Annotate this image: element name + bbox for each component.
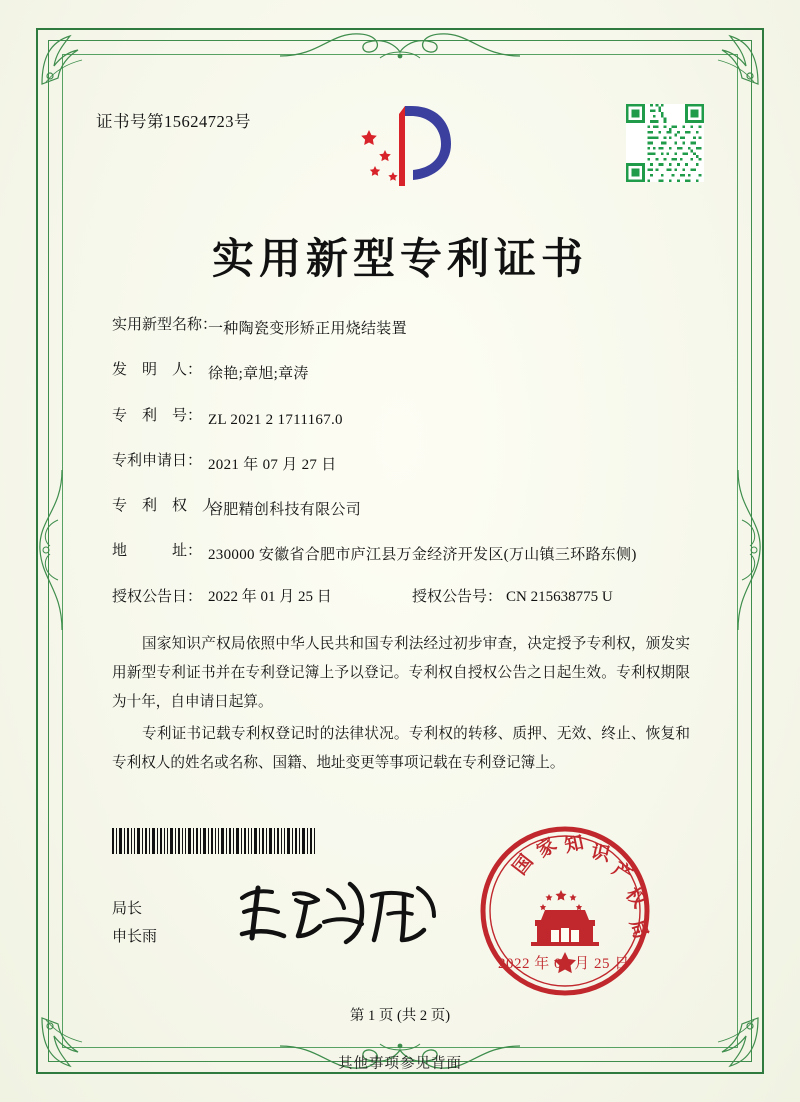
field-value: ZL 2021 2 1711167.0 [208,411,343,428]
paragraph: 专利证书记载专利权登记时的法律状况。专利权的转移、质押、无效、终止、恢复和专利权人的姓名或名称、国籍、地址变更等事项记载在专利登记簿上。 [112,725,690,771]
field-patent-number [112,409,692,432]
field-value: 230000 安徽省合肥市庐江县万金经济开发区(万山镇三环路东侧) [208,547,637,564]
field-label: 授权公告日： [112,588,203,605]
field-value: 2022 年 01 月 25 日 [208,588,332,605]
field-label: 专 利 权 人： [112,498,233,514]
side-flourish-icon [732,460,772,640]
field-value: 徐艳;章旭;章涛 [208,366,309,383]
director-title-label: 局长 [112,901,143,917]
side-flourish-icon [28,460,68,640]
handwritten-signature-icon [232,878,442,950]
page-title: 实用新型专利证书 [211,234,588,283]
svg-text:知: 知 [562,831,586,857]
certificate-number: 证书号第15624723号 [96,112,251,131]
field-list [112,318,692,625]
svg-text:家: 家 [532,833,561,863]
field-value: 一种陶瓷变形矫正用烧结装置 [208,321,407,337]
field-patentee [112,499,692,522]
corner-ornament-icon [40,32,94,86]
paragraph: 国家知识产权局依照中华人民共和国专利法经过初步审查，决定授予专利权，颁发实用新型专利证书并在专利登记簿上予以登记。专利权自授权公告之日起生效。专利权期限为十年，自申请日起算。 [112,636,690,711]
field-value: CN 215638775 U [506,588,613,605]
field-label: 地 址： [112,543,203,560]
field-utility-model-name [112,318,692,341]
svg-text:国: 国 [508,850,538,880]
field-grant-number [412,590,613,605]
svg-text:权: 权 [621,883,651,913]
field-value: 合肥精创科技有限公司 [208,502,362,518]
top-flourish-icon [270,22,530,62]
qr-code-icon [626,104,704,182]
signature-labels [112,896,157,952]
footer-note: 其他事项参见背面 [338,1056,462,1072]
barcode-icon [112,828,317,854]
svg-text:产: 产 [608,857,637,887]
field-label: 发 明 人： [112,362,203,379]
field-application-date [112,454,692,477]
field-value: 2021 年 07 月 27 日 [208,456,337,473]
field-inventors [112,363,692,386]
field-publication-row [112,590,692,605]
seal-date: 2022 年 01 月 25 日 [498,956,630,972]
legal-text-block [112,630,690,780]
field-address [112,544,692,567]
field-label: 授权公告号： [412,588,503,605]
field-grant-date [112,590,412,605]
field-label: 实用新型名称： [112,317,218,333]
director-name-label: 申长雨 [112,928,158,945]
field-label: 专利申请日： [112,452,203,469]
corner-ornament-icon [706,32,760,86]
page-indicator: 第 1 页 (共 2 页) [349,1008,451,1024]
svg-text:局: 局 [625,916,652,942]
cnipa-logo-icon [355,100,467,192]
svg-text:识: 识 [588,840,613,866]
field-label: 专 利 号： [112,407,203,424]
